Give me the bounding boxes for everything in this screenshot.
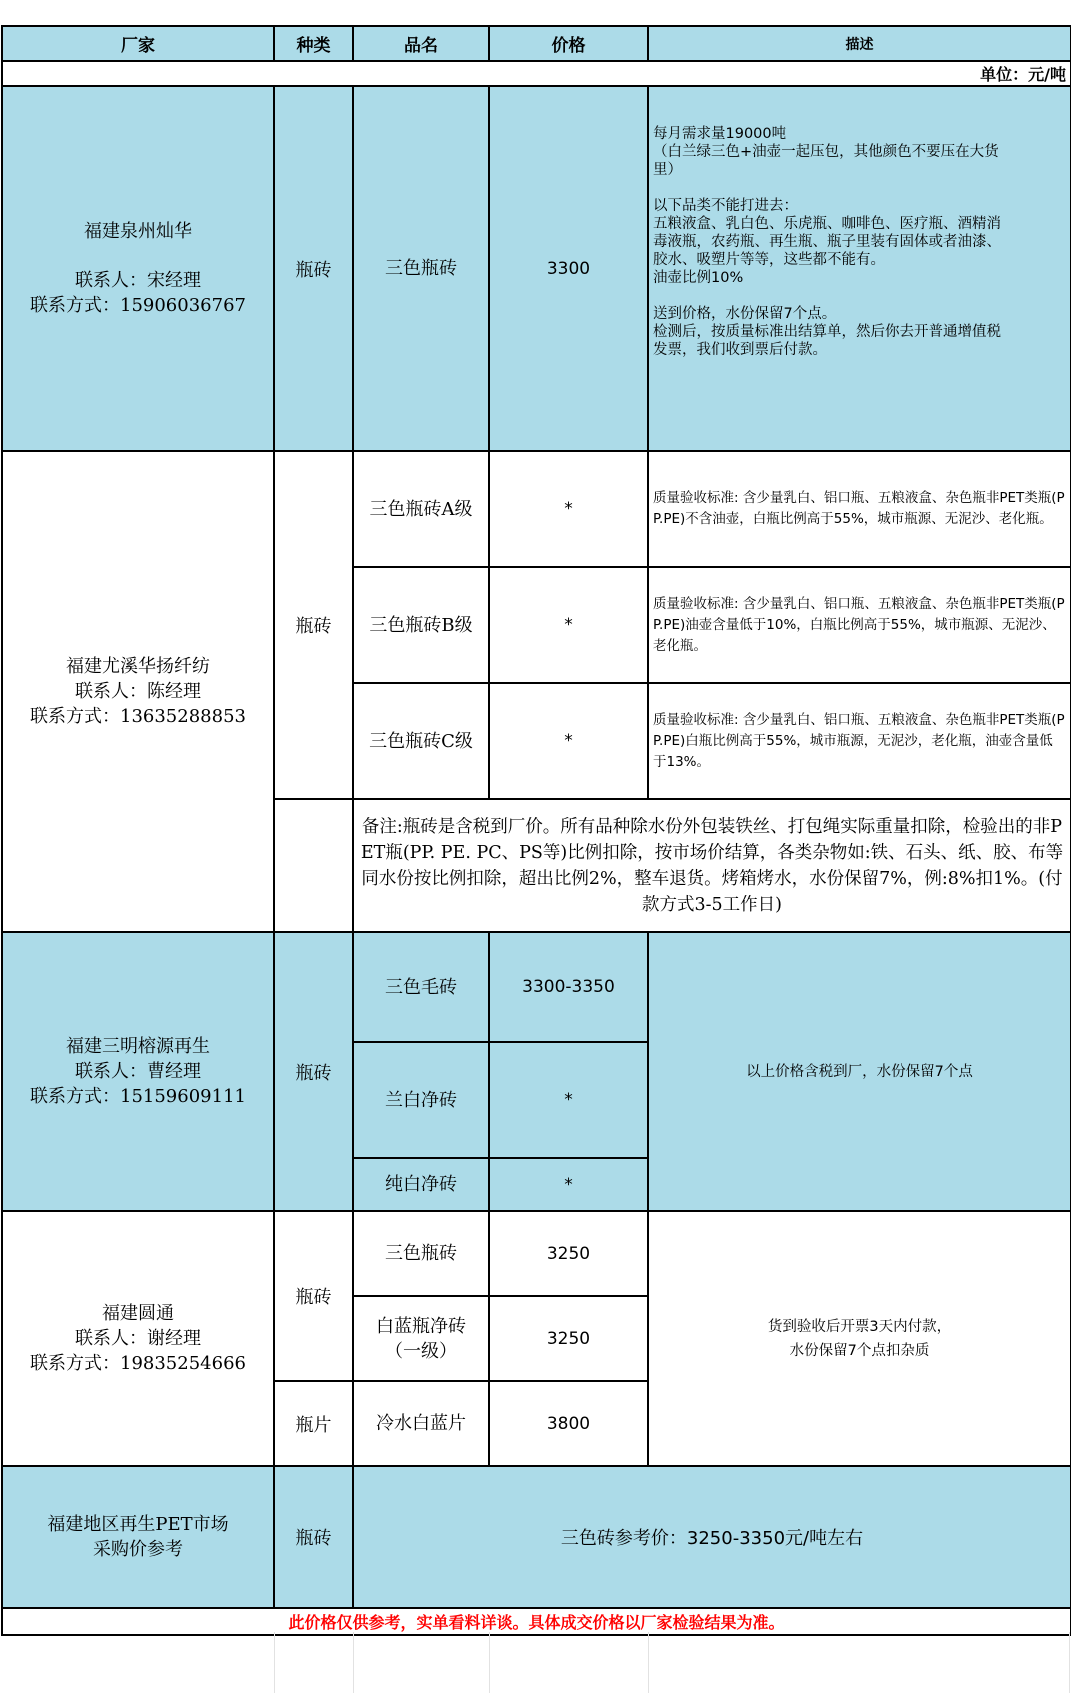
market-title: 福建地区再生PET市场 (47, 1514, 229, 1535)
vendor-row-yuantong-1 (2, 1211, 1071, 1296)
vendor-name: 福建三明榕源再生 (66, 1036, 210, 1057)
product-cell: 冷水白蓝片 (353, 1381, 489, 1466)
unit-label: 单位：元/吨 (2, 61, 1071, 86)
market-summary: 三色砖参考价：3250-3350元/吨左右 (353, 1466, 1071, 1608)
description-cell: 质量验收标准: 含少量乳白、铝口瓶、五粮液盒、杂色瓶非PET类瓶(PP.PE)不含油壶，白瓶比例高于55%，城市瓶源、无泥沙、老化瓶。 (648, 451, 1071, 567)
header-price: 价格 (489, 26, 648, 61)
product-grade: （一级） (385, 1340, 457, 1362)
vendor-row-youxi-a (2, 451, 1071, 567)
vendor-row-quanzhou (2, 86, 1071, 451)
type-cell: 瓶砖 (274, 86, 353, 451)
vendor-cell (2, 451, 274, 932)
product-name: 白蓝瓶净砖 (376, 1315, 466, 1337)
empty-grid-area (0, 1632, 1071, 1693)
header-row (2, 26, 1071, 61)
vendor-phone: 联系方式：15159609111 (30, 1086, 246, 1107)
vendor-name: 福建圆通 (102, 1303, 174, 1324)
price-table (1, 25, 1071, 1636)
header-type: 种类 (274, 26, 353, 61)
description-cell (648, 86, 1071, 451)
price-cell: 3300 (489, 86, 648, 451)
description-line: 胶水、吸塑片等等，这些都不能有。 (653, 251, 885, 268)
description-line: 以下品类不能打进去： (653, 197, 798, 214)
footer-disclaimer: 此价格仅供参考，实单看料详谈。具体成交价格以厂家检验结果为准。 (2, 1608, 1071, 1635)
product-cell: 三色瓶砖C级 (353, 683, 489, 799)
product-cell: 三色毛砖 (353, 932, 489, 1042)
unit-row (2, 61, 1071, 86)
vendor-contact: 联系人：陈经理 (75, 681, 201, 702)
description-line: （白兰绿三色+油壶一起压包，其他颜色不要压在大货 (653, 143, 999, 160)
price-cell: * (489, 1158, 648, 1211)
market-subtitle: 采购价参考 (93, 1539, 183, 1560)
description-line: 检测后，按质量标准出结算单，然后你去开普通增值税 (653, 323, 1001, 340)
description-line: 五粮液盒、乳白色、乐虎瓶、咖啡色、医疗瓶、酒精消 (653, 215, 1001, 232)
vendor-row-sanming-1 (2, 932, 1071, 1042)
product-cell (353, 1296, 489, 1381)
price-cell: 3250 (489, 1296, 648, 1381)
header-description: 描述 (648, 26, 1071, 61)
vendor-cell (2, 86, 274, 451)
price-cell: 3300-3350 (489, 932, 648, 1042)
type-cell: 瓶砖 (274, 932, 353, 1211)
price-cell: * (489, 683, 648, 799)
header-product: 品名 (353, 26, 489, 61)
product-cell: 纯白净砖 (353, 1158, 489, 1211)
description-cell: 以上价格含税到厂，水份保留7个点 (648, 932, 1071, 1211)
description-cell: 质量验收标准: 含少量乳白、铝口瓶、五粮液盒、杂色瓶非PET类瓶(PP.PE)白瓶比例高于55%，城市瓶源，无泥沙，老化瓶，油壶含量低于13%。 (648, 683, 1071, 799)
price-cell: * (489, 1042, 648, 1158)
description-line: 毒液瓶，农药瓶、再生瓶、瓶子里装有固体或者油漆、 (653, 233, 1001, 250)
vendor-phone: 联系方式：13635288853 (30, 706, 246, 727)
price-cell: 3250 (489, 1211, 648, 1296)
market-cell (2, 1466, 274, 1608)
product-cell: 三色瓶砖A级 (353, 451, 489, 567)
vendor-cell (2, 1211, 274, 1466)
description-line: 每月需求量19000吨 (653, 125, 787, 142)
product-cell: 三色瓶砖 (353, 86, 489, 451)
vendor-cell (2, 932, 274, 1211)
product-cell: 三色瓶砖B级 (353, 567, 489, 683)
market-reference-row (2, 1466, 1071, 1608)
description-line: 送到价格，水份保留7个点。 (653, 305, 837, 322)
type-cell: 瓶片 (274, 1381, 353, 1466)
product-cell: 兰白净砖 (353, 1042, 489, 1158)
vendor-name: 福建泉州灿华 (84, 221, 192, 242)
description-line: 水份保留7个点扣杂质 (789, 1342, 930, 1359)
vendor-contact: 联系人：曹经理 (75, 1061, 201, 1082)
vendor-phone: 联系方式：19835254666 (30, 1353, 246, 1374)
description-line: 发票，我们收到票后付款。 (653, 341, 827, 358)
description-cell: 质量验收标准: 含少量乳白、铝口瓶、五粮液盒、杂色瓶非PET类瓶(PP.PE)油壶含量低于10%，白瓶比例高于55%，城市瓶源、无泥沙、老化瓶。 (648, 567, 1071, 683)
type-cell: 瓶砖 (274, 1211, 353, 1381)
price-cell: 3800 (489, 1381, 648, 1466)
description-line: 油壶比例10% (653, 269, 744, 286)
product-cell: 三色瓶砖 (353, 1211, 489, 1296)
note-cell: 备注:瓶砖是含税到厂价。所有品种除水份外包装铁丝、打包绳实际重量扣除，检验出的非PET瓶(PP. PE. PC、PS等)比例扣除，按市场价结算，各类杂物如:铁、石头、纸、胶、布等同水份按比例扣除，超出比例2%，整车退货。烤箱烤水，水份保留7%，例:8%扣1%。(付款方式3-5工作日) (353, 799, 1071, 932)
type-cell: 瓶砖 (274, 1466, 353, 1608)
price-cell: * (489, 567, 648, 683)
vendor-name: 福建尤溪华扬纤纺 (66, 656, 210, 677)
footer-row (2, 1608, 1071, 1635)
vendor-contact: 联系人：宋经理 (75, 270, 201, 291)
vendor-contact: 联系人：谢经理 (75, 1328, 201, 1349)
price-cell: * (489, 451, 648, 567)
description-line: 货到验收后开票3天内付款， (767, 1318, 952, 1335)
vendor-phone: 联系方式：15906036767 (30, 295, 246, 316)
type-cell: 瓶砖 (274, 451, 353, 799)
description-cell (648, 1211, 1071, 1466)
description-line: 里） (653, 161, 682, 178)
header-vendor: 厂家 (2, 26, 274, 61)
